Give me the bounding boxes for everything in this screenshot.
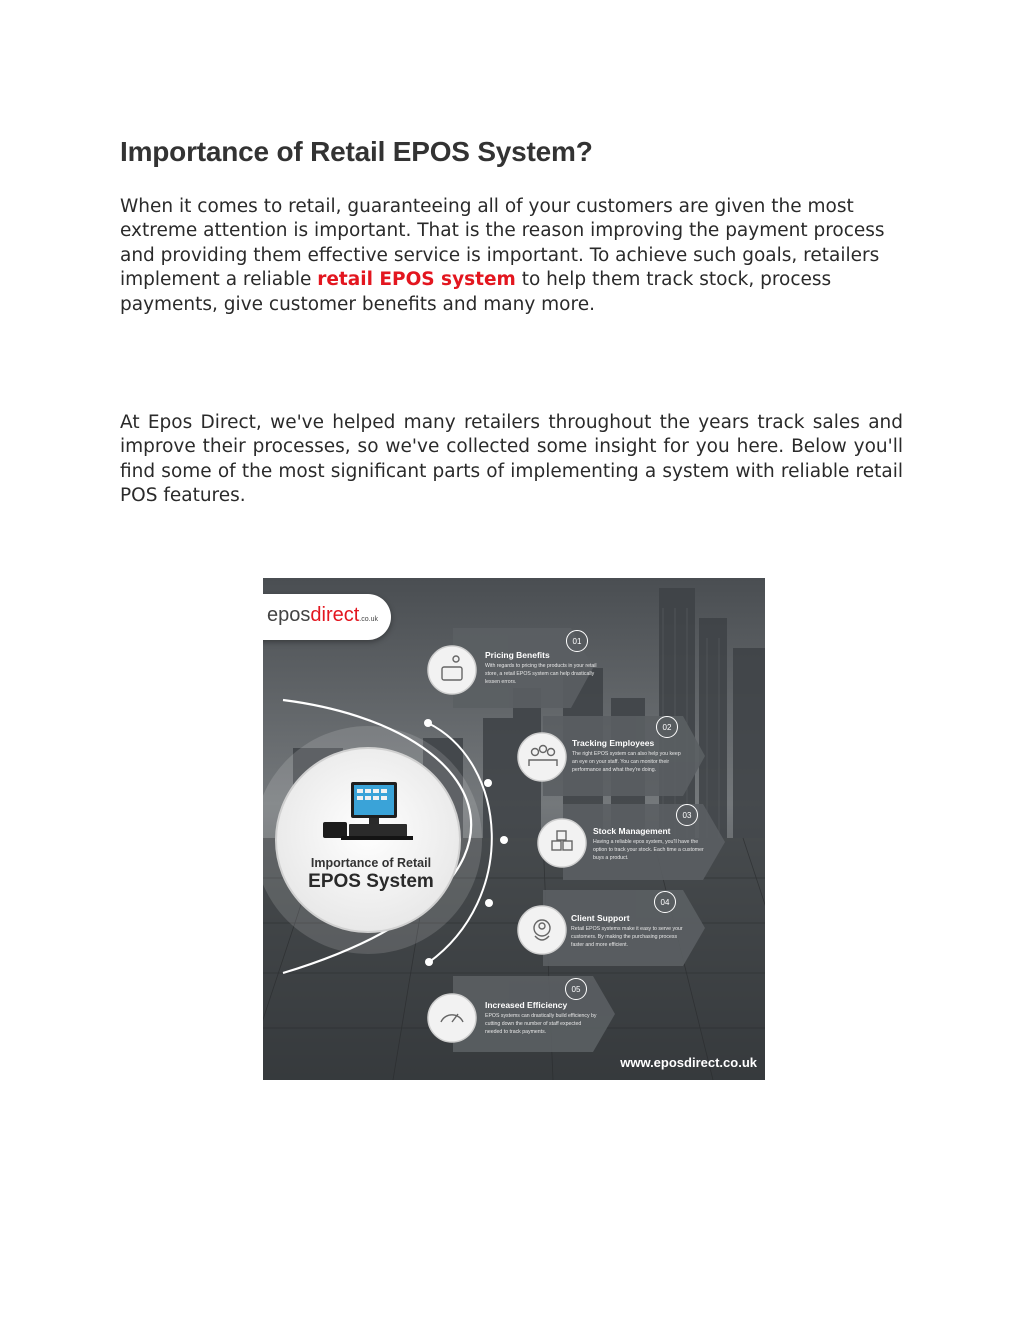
step-3-desc: Having a reliable epos system, you'll have the option to track your stock. Each time a customer buys a product. bbox=[593, 839, 704, 861]
logo-tld-text: .co.uk bbox=[359, 616, 378, 623]
intro-text-before: When it comes to retail, guaranteeing all of your customers are given the most extreme attention is important. That is the reason improving the payment process and providing them effective service is important. To achieve such goals, retailers implement a reliable bbox=[120, 196, 885, 291]
hub-title-line2: EPOS System bbox=[308, 871, 434, 892]
hub-title-line1: Importance of Retail bbox=[310, 856, 432, 870]
step-3-title: Stock Management bbox=[593, 826, 671, 836]
intro-text-after: to help them track stock, process payments, give customer benefits and many more. bbox=[120, 269, 832, 315]
step-1-title: Pricing Benefits bbox=[485, 650, 550, 660]
step-1-number: 01 bbox=[566, 630, 588, 652]
step-5-desc: EPOS systems can drastically build efficiency by cutting down the number of staff expected needed to track payments. bbox=[485, 1013, 597, 1035]
step-5-number: 05 bbox=[565, 978, 587, 1000]
page-title: Importance of Retail EPOS System? bbox=[120, 136, 593, 167]
step-4-number: 04 bbox=[654, 891, 676, 913]
step-2-desc: The right EPOS system can also help you keep an eye on your staff. You can monitor their performance and what they're doing. bbox=[572, 751, 681, 773]
epos-infographic bbox=[263, 578, 765, 1080]
step-4 bbox=[571, 913, 683, 949]
website-url: www.eposdirect.co.uk bbox=[620, 1055, 757, 1070]
logo-direct-text: direct bbox=[310, 604, 360, 626]
hub-title bbox=[293, 856, 449, 893]
eposdirect-logo bbox=[263, 594, 391, 640]
step-2-number: 02 bbox=[656, 716, 678, 738]
step-1-desc: With regards to pricing the products in your retail store, a retail EPOS system can help drastically lessen errors. bbox=[485, 663, 597, 685]
step-3 bbox=[593, 826, 705, 862]
step-5 bbox=[485, 1000, 597, 1036]
step-4-title: Client Support bbox=[571, 913, 630, 923]
second-paragraph: At Epos Direct, we've helped many retailers throughout the years track sales and improve their processes, so we've collected some insight for you here. Below you'll find some of the most significant parts of implementing a system with reliable retail POS features. bbox=[120, 412, 903, 507]
step-4-desc: Retail EPOS systems make it easy to serve your customers. By making the purchasing process faster and more efficient. bbox=[571, 926, 683, 948]
step-2-title: Tracking Employees bbox=[572, 738, 655, 748]
intro-paragraph bbox=[120, 195, 903, 317]
step-1 bbox=[485, 650, 597, 686]
step-3-number: 03 bbox=[676, 804, 698, 826]
retail-epos-system-link[interactable]: retail EPOS system bbox=[317, 269, 516, 291]
step-2 bbox=[572, 738, 684, 774]
step-5-title: Increased Efficiency bbox=[485, 1000, 568, 1010]
logo-epos-text: epos bbox=[267, 604, 311, 626]
